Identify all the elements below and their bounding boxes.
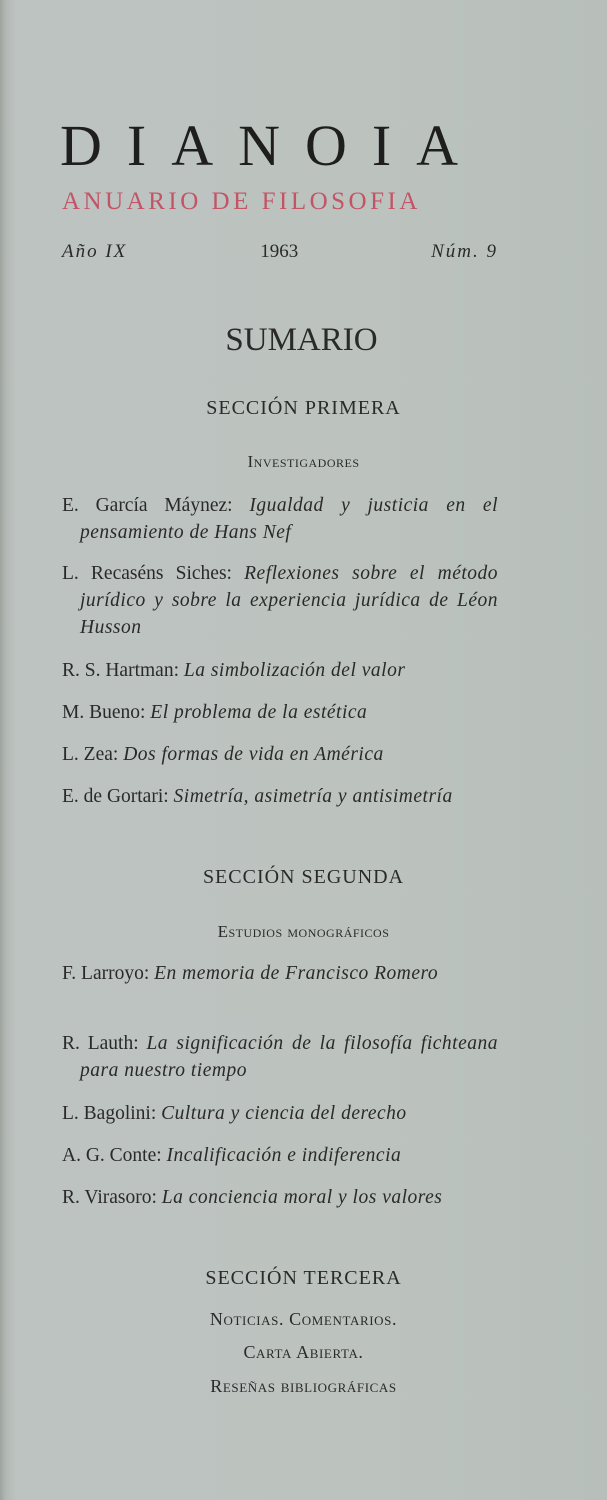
journal-title: DIANOIA [60,113,484,178]
toc-entry: R. S. Hartman: La simbolización del valor [62,660,406,681]
year-label: Año IX [62,241,128,262]
toc-entry: L. Bagolini: Cultura y ciencia del derecho [62,1103,407,1124]
toc-entry: L. Recaséns Siches: Reflexiones sobre el método jurídico y sobre la experiencia jurídica de Léon Husson [62,563,499,638]
issue-number: Núm. 9 [431,241,498,262]
publication-year: 1963 [260,241,299,262]
toc-entry: F. Larroyo: En memoria de Francisco Romero [62,963,439,984]
section-heading: SECCIÓN TERCERA [205,1267,402,1289]
journal-subtitle: ANUARIO DE FILOSOFIA [62,188,421,215]
section-subheading: Estudios monográficos [217,922,390,941]
section-heading: SECCIÓN SEGUNDA [202,866,405,888]
toc-entry: A. G. Conte: Incalificación e indiferencia [62,1145,402,1166]
toc-entry: E. de Gortari: Simetría, asimetría y antisimetría [62,786,453,807]
section-line: Noticias. Comentarios. [209,1309,398,1329]
summary-title: SUMARIO [225,322,378,358]
toc-entry: M. Bueno: El problema de la estética [62,702,368,723]
toc-entry: R. Lauth: La significación de la filosofía fichteana para nuestro tiempo [62,1033,498,1081]
section-line: Carta Abierta. [243,1342,364,1362]
issue-info [62,241,498,263]
section-heading: SECCIÓN PRIMERA [206,397,401,419]
toc-entry: R. Virasoro: La conciencia moral y los valores [62,1187,443,1208]
section-subheading: Investigadores [247,452,360,471]
section-line: Reseñas bibliográficas [210,1376,397,1396]
toc-entry: L. Zea: Dos formas de vida en América [62,744,384,765]
toc-entry: E. García Máynez: Igualdad y justicia en el pensamiento de Hans Nef [62,495,498,543]
